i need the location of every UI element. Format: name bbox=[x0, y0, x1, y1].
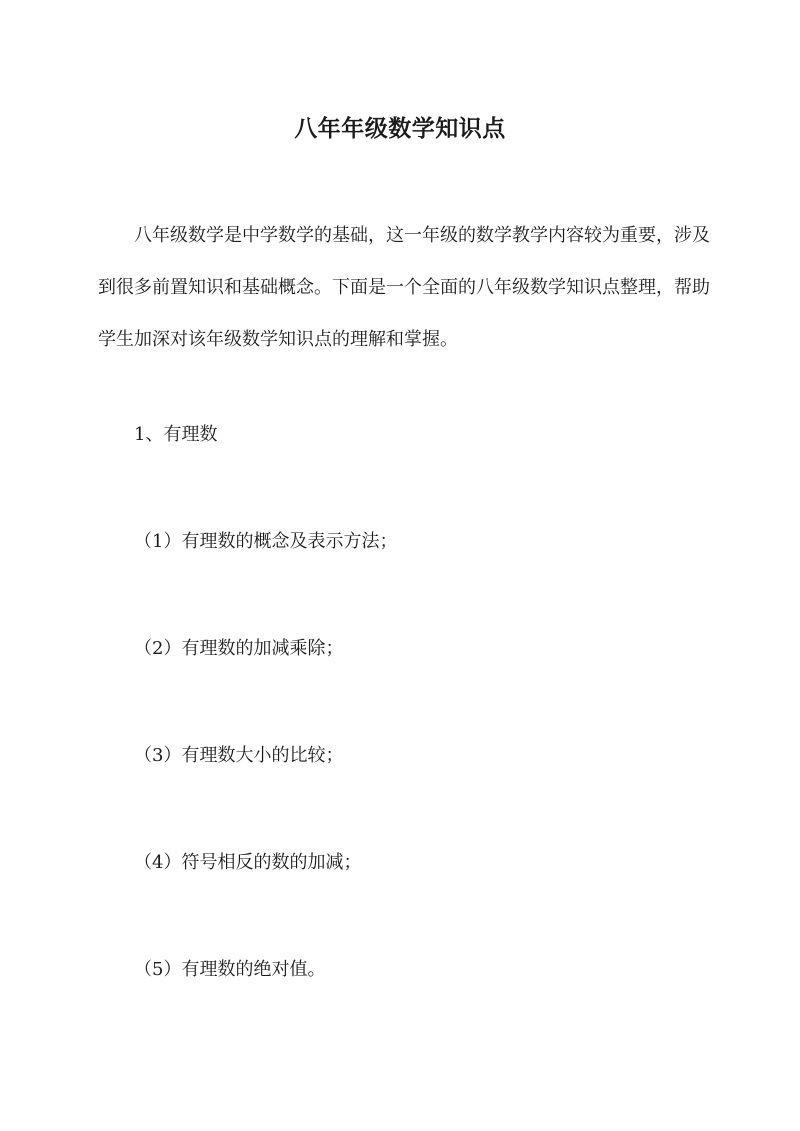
list-item: （5）有理数的绝对值。 bbox=[134, 959, 326, 980]
section-heading: 1、有理数 bbox=[134, 424, 218, 445]
list-item: （1）有理数的概念及表示方法； bbox=[134, 531, 398, 552]
list-item: （2）有理数的加减乘除； bbox=[134, 638, 344, 659]
document-title: 八年年级数学知识点 bbox=[294, 115, 506, 143]
intro-paragraph: 八年级数学是中学数学的基础，这一年级的数学教学内容较为重要，涉及到很多前置知识和基础概念。下面是一个全面的八年级数学知识点整理，帮助学生加深对该年级数学知识点的理解和掌握。 bbox=[98, 225, 710, 350]
list-item: （3）有理数大小的比较； bbox=[134, 745, 344, 766]
list-item: （4）符号相反的数的加减； bbox=[134, 852, 362, 873]
